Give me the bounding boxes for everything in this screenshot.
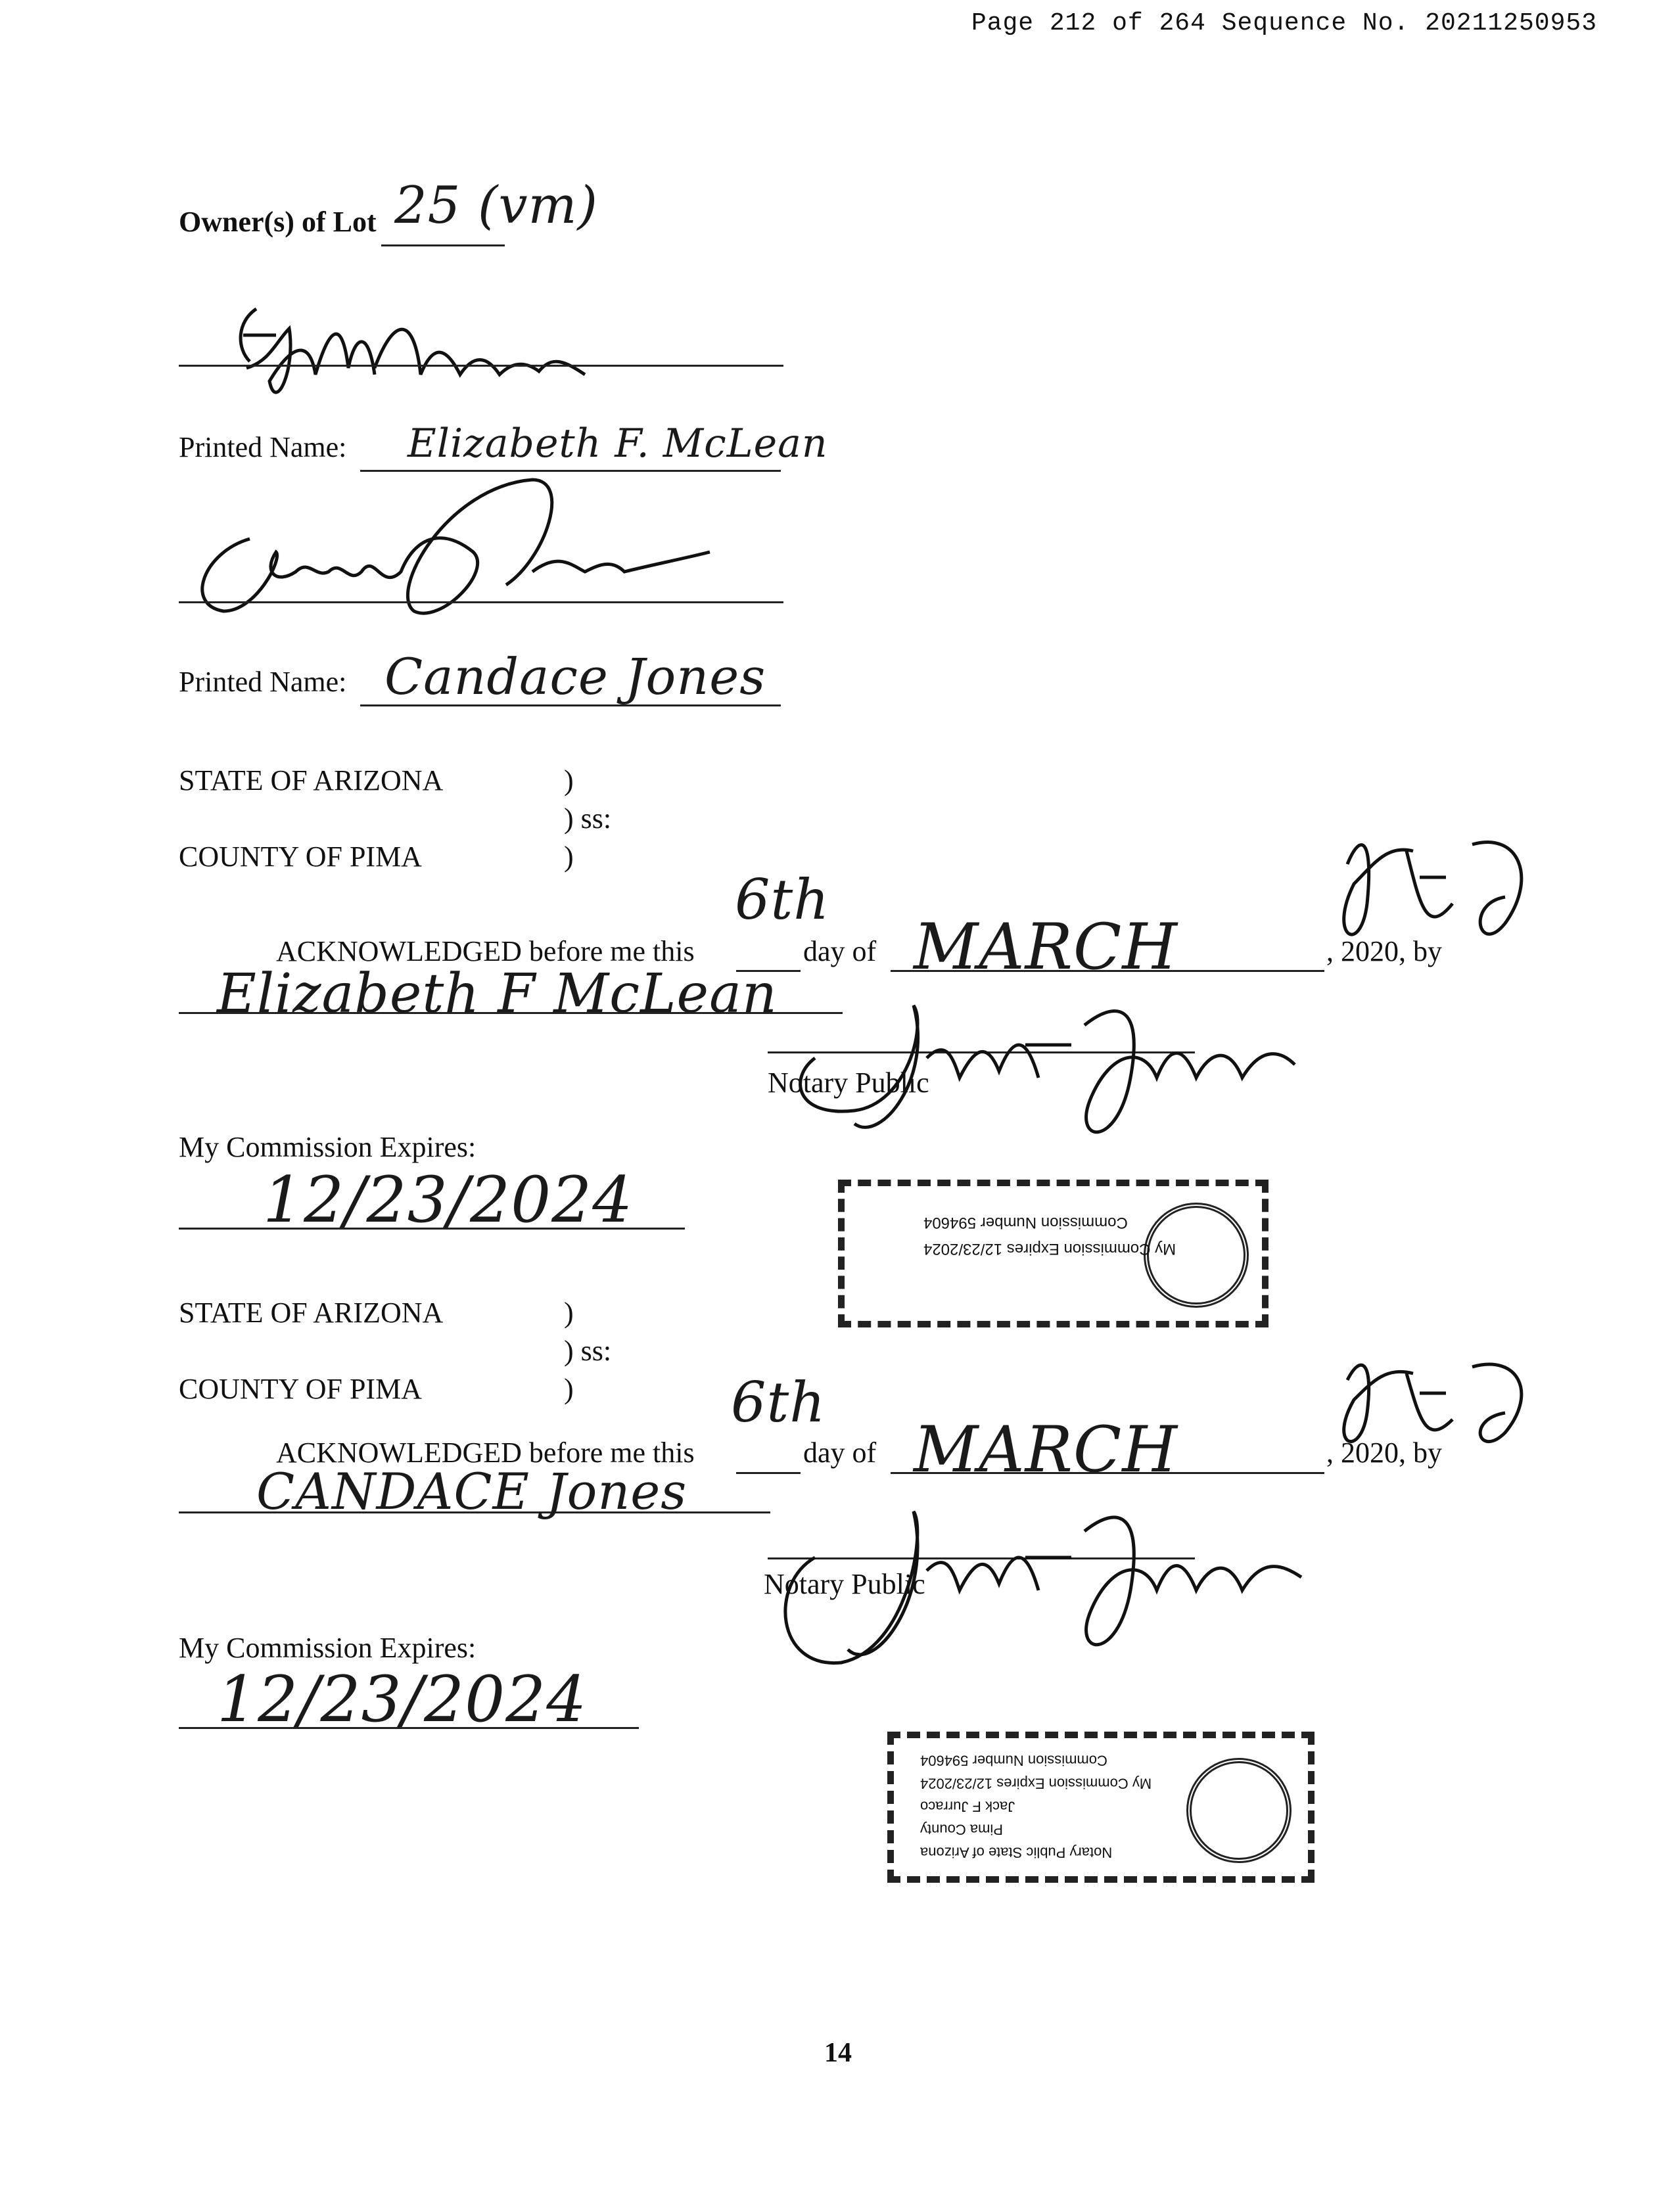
ack1-day-of: day of — [803, 935, 877, 967]
ack1-notary-signature — [776, 946, 1367, 1157]
stamp2-line-1: Notary Public State of Arizona — [920, 1844, 1113, 1861]
ack2-month-value: MARCH — [914, 1413, 1178, 1486]
notary-seal-2 — [1186, 1758, 1292, 1863]
page-number: 14 — [824, 2038, 852, 2068]
ack2-year: , 2020, by — [1326, 1437, 1442, 1469]
ack2-county: COUNTY OF PIMA — [179, 1373, 422, 1405]
stamp2-line-3: Jack F Jurraco — [920, 1798, 1015, 1815]
ack2-state: STATE OF ARIZONA — [179, 1297, 444, 1329]
ack1-year: , 2020, by — [1326, 935, 1442, 967]
ack1-day-value: 6th — [735, 867, 830, 932]
ack2-ss: ) ss: — [564, 1335, 612, 1367]
owner-signature-1 — [197, 289, 618, 421]
ack1-ss: ) ss: — [564, 802, 612, 835]
stamp1-line-2: My Commission Expires 12/23/2024 — [923, 1240, 1176, 1258]
ack1-commission-label: My Commission Expires: — [179, 1131, 477, 1163]
ack2-notary-label: Notary Public — [764, 1568, 925, 1600]
ack1-paren-1: ) — [564, 764, 574, 796]
printed-name-1: Elizabeth F. McLean — [407, 421, 828, 467]
ack2-paren-1: ) — [564, 1297, 574, 1329]
stamp2-line-2: Pima County — [920, 1821, 1003, 1838]
ack1-county: COUNTY OF PIMA — [179, 841, 422, 873]
owner-lot-label: Owner(s) of Lot — [179, 206, 377, 238]
printed-name-label-2: Printed Name: — [179, 666, 347, 698]
ack2-commission-date: 12/23/2024 — [217, 1663, 588, 1736]
ack1-notary-label: Notary Public — [768, 1067, 929, 1099]
signature-line-1 — [179, 365, 783, 367]
ack2-text: ACKNOWLEDGED before me this — [276, 1437, 695, 1469]
ack2-signer: CANDACE Jones — [256, 1462, 687, 1521]
ack1-state: STATE OF ARIZONA — [179, 764, 444, 796]
ack1-commission-date: 12/23/2024 — [263, 1163, 634, 1237]
stamp2-line-4: My Commission Expires 12/23/2024 — [920, 1775, 1152, 1792]
ack2-day-value: 6th — [731, 1370, 826, 1435]
printed-name-line-1 — [360, 470, 781, 472]
notary-stamp-1 — [838, 1180, 1269, 1327]
ack1-paren-3: ) — [564, 841, 574, 873]
ack1-signer: Elizabeth F McLean — [217, 963, 778, 1025]
stamp2-line-5: Commission Number 594604 — [920, 1752, 1107, 1769]
ack1-text: ACKNOWLEDGED before me this — [276, 935, 695, 967]
stamp1-line-1: Commission Number 594604 — [923, 1214, 1128, 1232]
lot-underline — [381, 244, 505, 246]
ack2-day-of: day of — [803, 1437, 877, 1469]
page-header: Page 212 of 264 Sequence No. 20211250953 — [971, 9, 1597, 37]
ack2-commission-label: My Commission Expires: — [179, 1632, 477, 1664]
notary-stamp-2 — [887, 1732, 1315, 1883]
lot-value: 25 (vm) — [394, 176, 598, 235]
printed-name-label-1: Printed Name: — [179, 431, 347, 463]
ack2-paren-3: ) — [564, 1373, 574, 1405]
signature-line-2 — [179, 601, 783, 603]
ack2-notary-initials — [1321, 1347, 1538, 1465]
printed-name-2: Candace Jones — [384, 647, 766, 706]
ack1-month-value: MARCH — [914, 910, 1178, 984]
ack1-notary-initials — [1321, 825, 1538, 963]
